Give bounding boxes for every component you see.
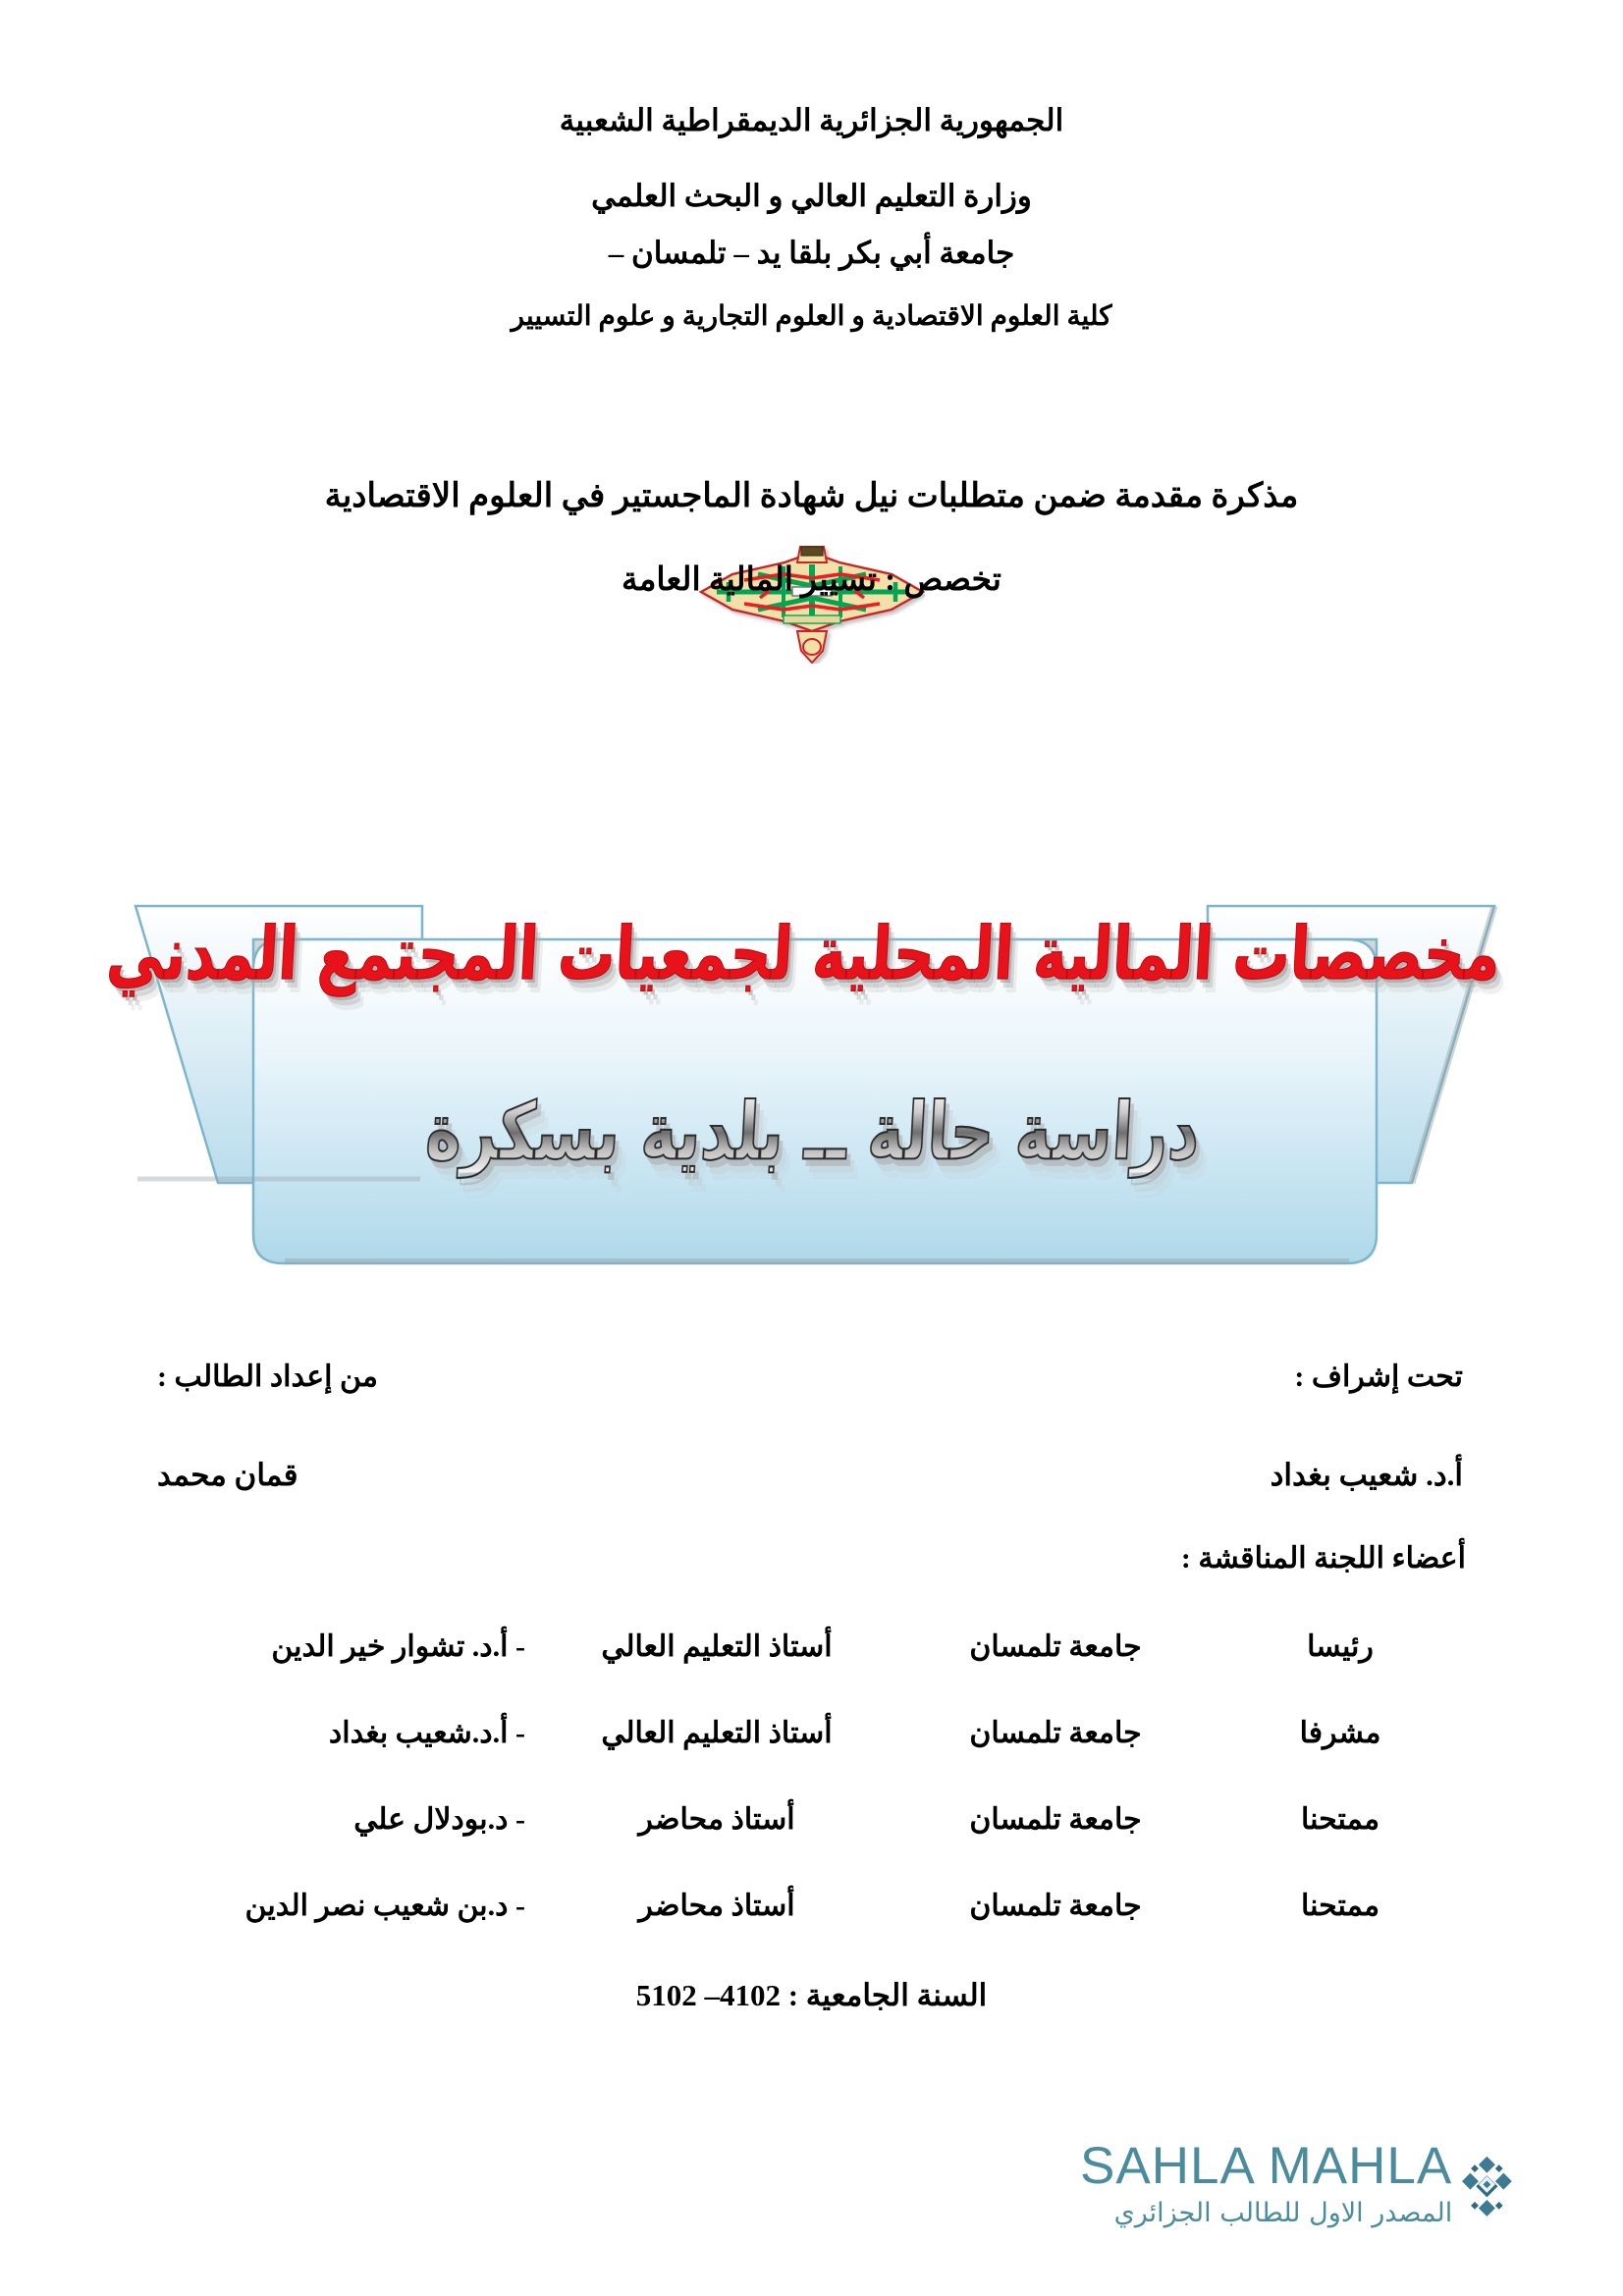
jury-name: - د.بن شعيب نصر الدين	[244, 1890, 525, 1922]
header-line-faculty: كلية العلوم الاقتصادية و العلوم التجارية و علوم التسيير	[511, 301, 1112, 332]
jury-rank: أستاذ محاضر	[638, 1890, 795, 1922]
supervisor-name: أ.د. شعيب بغداد	[1270, 1458, 1463, 1492]
header-line-university: جامعة أبي بكر بلقا يد – تلمسان –	[608, 236, 1015, 270]
author-supervisor-labels	[157, 1360, 1463, 1394]
jury-role: مشرفا	[1299, 1717, 1381, 1749]
jury-rank: أستاذ محاضر	[638, 1803, 795, 1836]
jury-name: - د.بودلال علي	[353, 1803, 525, 1836]
jury-university: جامعة تلمسان	[969, 1890, 1142, 1922]
jury-university: جامعة تلمسان	[969, 1717, 1142, 1749]
table-row	[147, 1802, 1463, 1837]
table-row	[147, 1716, 1463, 1750]
jury-university: جامعة تلمسان	[969, 1630, 1142, 1663]
supervisor-label: تحت إشراف :	[1294, 1361, 1463, 1393]
table-row	[147, 1629, 1463, 1664]
sahla-mahla-logo	[1080, 2137, 1512, 2268]
student-label: من إعداد الطالب :	[157, 1361, 378, 1393]
logo-tagline: المصدر الاول للطالب الجزائري	[1113, 2198, 1453, 2228]
author-supervisor-names	[157, 1458, 1463, 1493]
academic-year: السنة الجامعية : 2014– 2015	[635, 1978, 988, 2012]
thesis-title-line-1: مخصصات المالية المحلية لجمعيات المجتمع المدني	[104, 910, 1503, 996]
logo-wordmark: SAHLA MAHLA	[1080, 2137, 1453, 2195]
jury-name: - أ.د. تشوار خير الدين	[271, 1630, 525, 1663]
jury-role: رئيسا	[1307, 1630, 1374, 1663]
jury-university: جامعة تلمسان	[969, 1803, 1142, 1836]
student-name: قمان محمد	[157, 1458, 298, 1492]
jury-name: - أ.د.شعيب بغداد	[328, 1717, 525, 1749]
header-line-ministry: وزارة التعليم العالي و البحث العلمي	[591, 179, 1032, 213]
diamond-lattice-icon	[1462, 2140, 1512, 2234]
jury-role: ممتحنا	[1300, 1803, 1380, 1836]
jury-rank: أستاذ التعليم العالي	[601, 1717, 833, 1749]
university-emblem	[0, 538, 1623, 666]
degree-specialization: تخصص : تسيير المالية العامة	[622, 562, 1001, 598]
degree-statement: مذكرة مقدمة ضمن متطلبات نيل شهادة الماجستير في العلوم الاقتصادية	[324, 478, 1299, 514]
jury-section-label: أعضاء اللجنة المناقشة :	[1180, 1542, 1466, 1575]
title-banner	[104, 888, 1503, 1301]
jury-role: ممتحنا	[1300, 1890, 1380, 1922]
table-row	[147, 1889, 1463, 1923]
header-line-republic: الجمهورية الجزائرية الديمقراطية الشعبية	[559, 103, 1064, 137]
jury-rank: أستاذ التعليم العالي	[601, 1630, 833, 1663]
